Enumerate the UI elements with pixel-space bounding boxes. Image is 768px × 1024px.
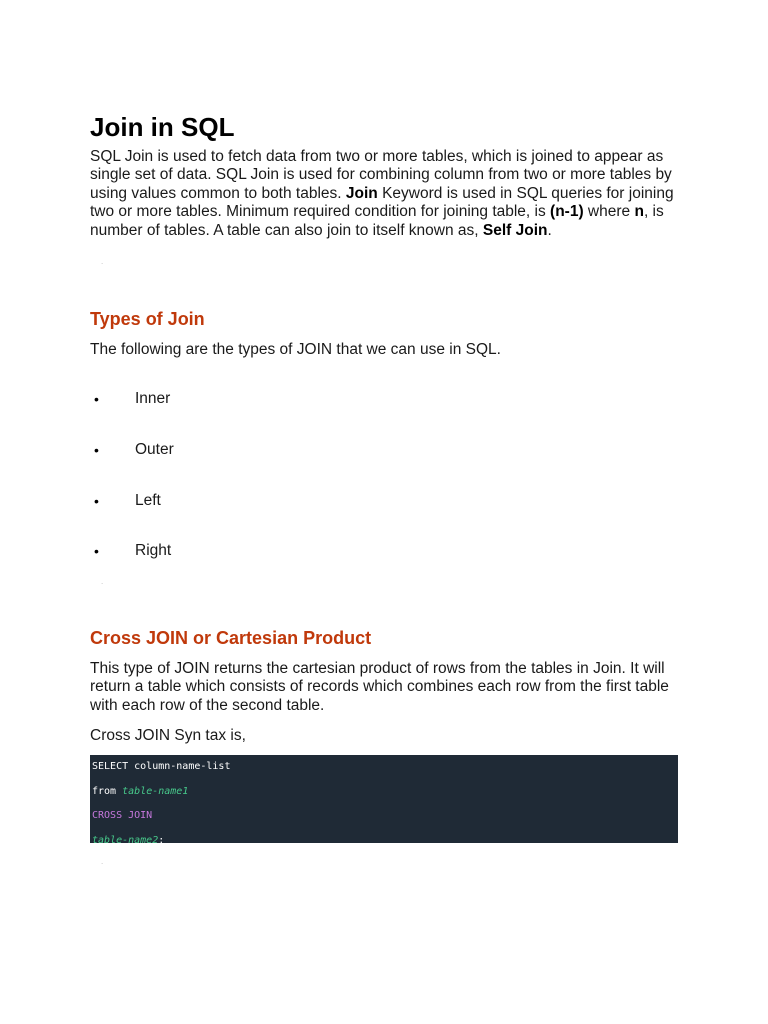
page-title: Join in SQL [90, 112, 235, 142]
code-line: SELECT column-name-list [92, 761, 231, 772]
list-item-label: Outer [135, 441, 174, 458]
code-block [90, 755, 678, 846]
code-line: from table-name1 [92, 785, 189, 797]
intro-paragraph: SQL Join is used to fetch data from two or more tables, which is joined to appear as single set of data. SQL Join is used for combining column from two or more tables by using values common to both tables. Join Keyword is used in SQL queries for joining two or more tables. Minimum required condition for joining table, is (n-1) where n, is number of tables. A table can also join to itself known as, Self Join. [90, 148, 674, 239]
syntax-label: Cross JOIN Syn tax is, [90, 727, 246, 744]
list-item-label: Inner [135, 390, 171, 407]
code-line: table-name2; [92, 834, 165, 846]
list-item-label: Right [135, 542, 172, 559]
bullet-icon: • [94, 543, 99, 559]
bullet-icon: • [94, 442, 99, 458]
bullet-icon: • [94, 493, 99, 509]
types-description: The following are the types of JOIN that we can use in SQL. [90, 341, 501, 358]
list-item-label: Left [135, 492, 161, 509]
bullet-icon: • [94, 391, 99, 407]
code-line: CROSS JOIN [92, 810, 153, 821]
types-of-join-heading: Types of Join [90, 309, 205, 329]
cross-join-heading: Cross JOIN or Cartesian Product [90, 628, 372, 648]
cross-join-description: This type of JOIN returns the cartesian product of rows from the tables in Join. It will return a table which consists of records which combines each row from the first table with each row of the second table. [90, 660, 669, 714]
separator-dot: . [101, 857, 104, 866]
separator-dot: . [101, 577, 104, 586]
separator-dot: . [101, 257, 104, 266]
